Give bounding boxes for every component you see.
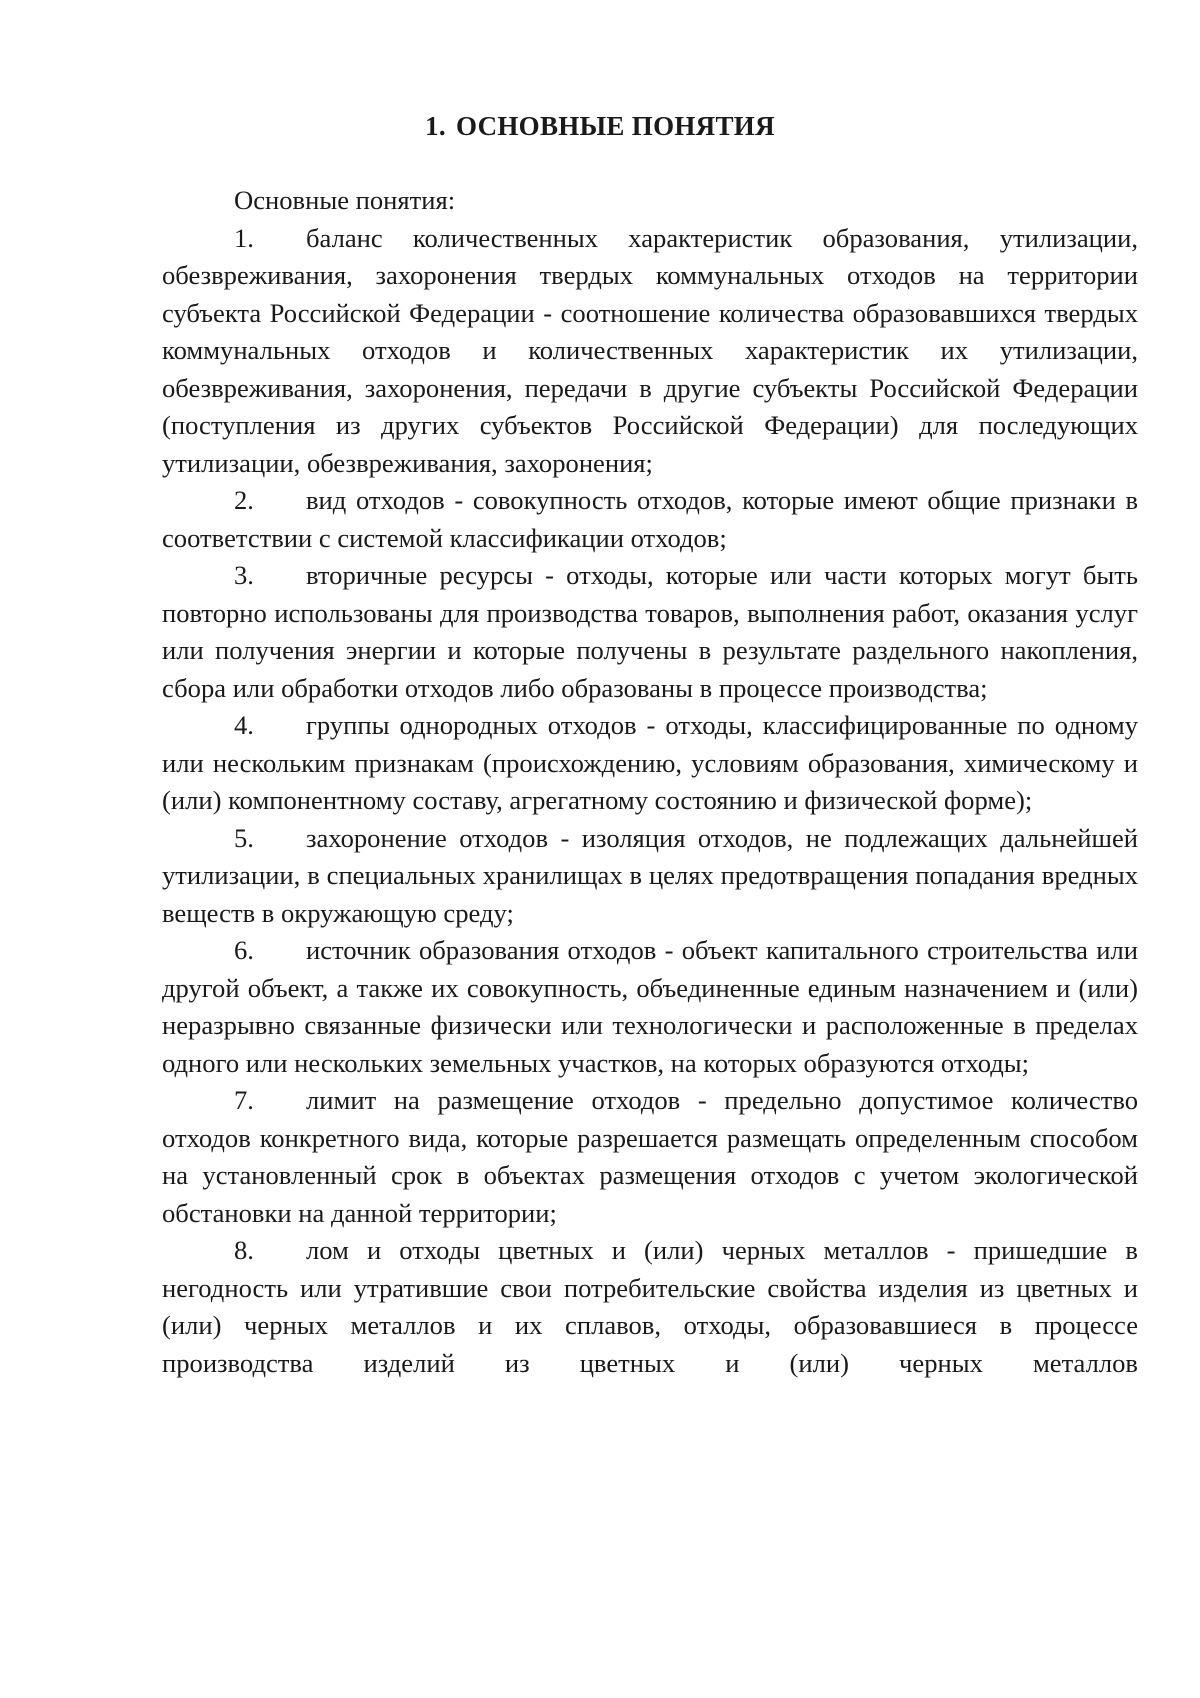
item-text: лом и отходы цветных и (или) черных металлов - пришедшие в негодность или утратившие свои потребительские свойства изделия из цветных и (или) черных металлов и их сплавов, отходы, образовавшиеся в процессе производства изделий из цветных и (или) черных металлов: [162, 1235, 1138, 1378]
item-text: баланс количественных характеристик образования, утилизации, обезвреживания, захоронения твердых коммунальных отходов на территории субъекта Российской Федерации - соотношение количества образовавшихся твердых коммунальных отходов и количественных характеристик их утилизации, обезвреживания, захоронения, передачи в другие субъекты Российской Федерации (поступления из других субъектов Российской Федерации) для последующих утилизации, обезвреживания, захоронения;: [162, 222, 1138, 478]
definition-item-2: [162, 482, 1138, 557]
section-title: ОСНОВНЫЕ ПОНЯТИЯ: [455, 111, 775, 141]
item-number: 1.: [234, 222, 254, 253]
definition-item-1: [162, 220, 1138, 483]
item-text: лимит на размещение отходов - предельно допустимое количество отходов конкретного вида, которые разрешается размещать определенным способом на установленный срок в объектах размещения отходов с учетом экологической обстановки на данной территории;: [162, 1085, 1138, 1228]
section-heading: [0, 108, 1200, 144]
section-number: 1.: [425, 111, 446, 141]
item-text: источник образования отходов - объект капитального строительства или другой объект, а также их совокупность, объединенные единым назначением и (или) неразрывно связанные физически или технологически и расположенные в пределах одного или нескольких земельных участков, на которых образуются отходы;: [162, 935, 1138, 1078]
item-number: 8.: [234, 1235, 254, 1265]
item-number: 5.: [234, 822, 254, 853]
definition-item-7: [162, 1082, 1138, 1232]
definition-item-3: [162, 557, 1138, 707]
item-number: 2.: [234, 485, 254, 515]
definition-item-4: [162, 707, 1138, 820]
item-number: 3.: [234, 560, 254, 590]
definition-item-6: [162, 932, 1138, 1082]
item-number: 7.: [234, 1085, 254, 1115]
document-body: [162, 182, 1138, 1382]
definition-item-5: [162, 820, 1138, 933]
item-text: группы однородных отходов - отходы, классифицированные по одному или нескольким признакам (происхождению, условиям образования, химическому и (или) компонентному составу, агрегатному состоянию и физической форме);: [162, 710, 1138, 815]
item-text: вид отходов - совокупность отходов, которые имеют общие признаки в соответствии с системой классификации отходов;: [162, 485, 1138, 553]
item-number: 4.: [234, 710, 254, 740]
item-number: 6.: [234, 935, 254, 965]
item-text: вторичные ресурсы - отходы, которые или части которых могут быть повторно использованы для производства товаров, выполнения работ, оказания услуг или получения энергии и которые получены в результате раздельного накопления, сбора или обработки отходов либо образованы в процессе производства;: [162, 560, 1138, 703]
definition-item-8: [162, 1232, 1138, 1382]
item-text: захоронение отходов - изоляция отходов, не подлежащих дальнейшей утилизации, в специальных хранилищах в целях предотвращения попадания вредных веществ в окружающую среду;: [162, 822, 1138, 928]
intro-text: Основные понятия:: [234, 185, 456, 215]
